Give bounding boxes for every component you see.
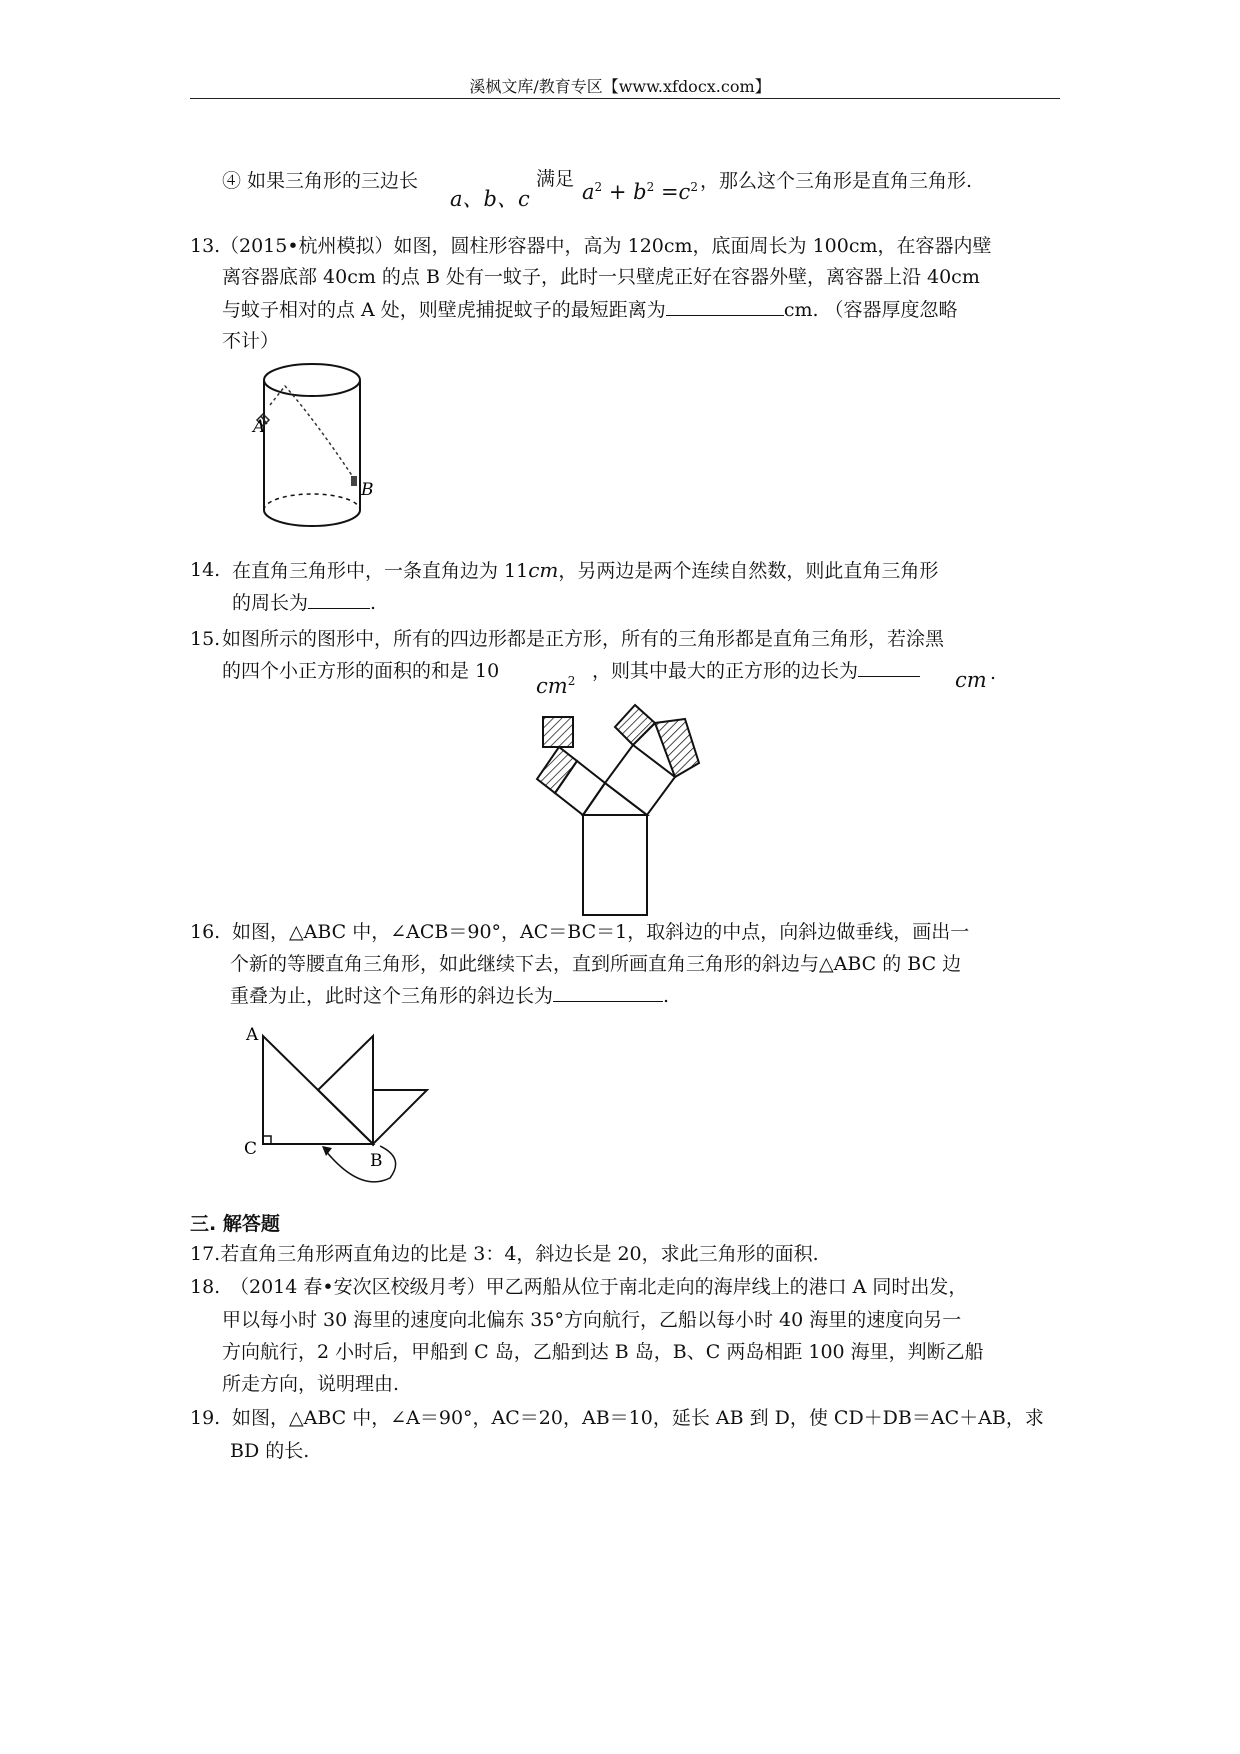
q14-answer-blank[interactable] [308, 590, 370, 609]
item-12-4-vars: a、b、c [450, 187, 530, 211]
q19-line-1: 如图，△ABC 中，∠A＝90°，AC＝20，AB＝10，延长 AB 到 D，使 CD＋DB＝AC＋AB，求 [232, 1407, 1044, 1429]
q13-line-1: （2015•杭州模拟）如图，圆柱形容器中，高为 120cm，底面周长为 100cm，在容器内壁 [220, 235, 992, 257]
eq-sup-3: 2 [690, 180, 698, 194]
q14-line-2-a: 的周长为 [232, 592, 309, 614]
q18-line-3: 方向航行，2 小时后，甲船到 C 岛，乙船到达 B 岛，B、C 两岛相距 100 海里，判断乙船 [222, 1341, 984, 1363]
q16-line-3 [230, 983, 669, 1009]
q18-number: 18. [190, 1276, 221, 1298]
q13-number: 13. [190, 235, 221, 257]
q14-unit: cm [528, 558, 559, 582]
page-header: 溪枫文库/教育专区【www.xfdocx.com】 [469, 77, 771, 96]
q15-unit-area [536, 674, 575, 698]
q16-line-2: 个新的等腰直角三角形，如此继续下去，直到所画直角三角形的斜边与△ABC 的 BC 边 [230, 953, 962, 975]
right-medium-square [605, 745, 675, 815]
q13-line-2: 离容器底部 40cm 的点 B 处有一蚊子，此时一只壁虎正好在容器外壁，离容器上沿 40cm [222, 266, 980, 288]
q16-label-c: C [244, 1139, 258, 1159]
q13-line-3-b: cm. （容器厚度忽略 [783, 299, 958, 321]
cylinder-bottom-back [264, 494, 360, 510]
q17-text: 17.若直角三角形两直角边的比是 3：4，斜边长是 20，求此三角形的面积. [190, 1243, 819, 1265]
q19-number: 19. [190, 1407, 221, 1429]
q13-label-a: A [253, 417, 266, 437]
third-triangle [373, 1090, 427, 1144]
eq-a: a [582, 180, 595, 204]
item-12-4-mid: 满足 [536, 168, 575, 190]
q16-label-a: A [246, 1025, 259, 1045]
q14-line-1 [232, 557, 938, 584]
shaded-square-1 [537, 747, 577, 793]
shortest-path-curve [270, 386, 355, 480]
shaded-square-4 [655, 719, 699, 777]
q16-line-3-b: . [663, 985, 670, 1007]
mosquito-icon [351, 476, 357, 486]
item-12-4-prefix: ④ 如果三角形的三边长 [222, 170, 419, 192]
eq-b: b [633, 180, 647, 204]
second-triangle [318, 1036, 373, 1144]
item-12-4-equation [582, 180, 698, 204]
item-12-4 [222, 168, 418, 194]
eq-c: c [678, 180, 691, 204]
q14-line-1-a: 在直角三角形中，一条直角边为 11 [232, 560, 529, 582]
q13-line-4: 不计） [222, 330, 280, 352]
shaded-square-top-left [543, 717, 573, 747]
q13-answer-blank[interactable] [666, 297, 784, 316]
q19-line-2: BD 的长. [230, 1440, 310, 1462]
q15-answer-blank[interactable] [858, 658, 920, 677]
eq-sup-1: 2 [594, 180, 603, 194]
right-angle-mark [263, 1136, 271, 1144]
cylinder-top-ellipse [264, 364, 360, 396]
q16-answer-blank[interactable] [553, 983, 663, 1002]
q15-number: 15. [190, 628, 221, 650]
q13-cylinder-figure [255, 360, 395, 540]
q16-triangle-figure [240, 1018, 440, 1188]
q14-line-2-b: . [370, 592, 377, 614]
q15-line-2-b: ，则其中最大的正方形的边长为 [592, 660, 859, 682]
q15-unit-area-sup: 2 [567, 674, 576, 688]
q13-line-3 [222, 297, 958, 323]
item-12-4-suffix: ，那么这个三角形是直角三角形. [700, 170, 973, 192]
q14-number: 14. [190, 559, 221, 581]
rotation-arrow [325, 1146, 396, 1182]
q16-number: 16. [190, 921, 221, 943]
largest-square [583, 815, 647, 915]
q15-unit-area-cm: cm [536, 674, 568, 698]
q15-line-1: 如图所示的图形中，所有的四边形都是正方形，所有的三角形都是直角三角形，若涂黑 [222, 628, 945, 650]
eq-sup-2: 2 [646, 180, 655, 194]
q15-unit-length: cm [955, 668, 987, 692]
q15-line-2-rest [592, 658, 920, 684]
header-rule [190, 98, 1060, 99]
q14-line-1-b: ，另两边是两个连续自然数，则此直角三角形 [558, 560, 939, 582]
q13-line-3-a: 与蚊子相对的点 A 处，则壁虎捕捉蚊子的最短距离为 [222, 299, 666, 321]
section-3-title: 三. 解答题 [190, 1213, 280, 1235]
arrow-head [322, 1146, 332, 1156]
q18-line-1: （2014 春•安次区校级月考）甲乙两船从位于南北走向的海岸线上的港口 A 同时出发， [230, 1276, 968, 1298]
q18-line-2: 甲以每小时 30 海里的速度向北偏东 35°方向航行，乙船以每小时 40 海里的速度向另一 [222, 1309, 962, 1331]
q14-line-2 [232, 590, 376, 616]
eq-plus: + [608, 180, 627, 204]
q13-label-b: B [361, 480, 374, 500]
q16-label-b: B [370, 1151, 383, 1171]
central-triangle [583, 783, 647, 815]
shaded-square-3 [615, 705, 655, 745]
q16-line-1: 如图，△ABC 中，∠ACB＝90°，AC＝BC＝1，取斜边的中点，向斜边做垂线，画出一 [232, 921, 970, 943]
eq-equals: = [660, 180, 679, 204]
q15-period: . [990, 662, 997, 684]
q15-line-2-a: 的四个小正方形的面积的和是 10 [222, 660, 500, 682]
q15-pythagoras-tree-figure [515, 705, 730, 920]
cylinder-bottom-front [264, 510, 360, 526]
q18-line-4: 所走方向，说明理由. [222, 1373, 400, 1395]
q16-line-3-a: 重叠为止，此时这个三角形的斜边长为 [230, 985, 554, 1007]
q15-line-2 [222, 658, 499, 684]
